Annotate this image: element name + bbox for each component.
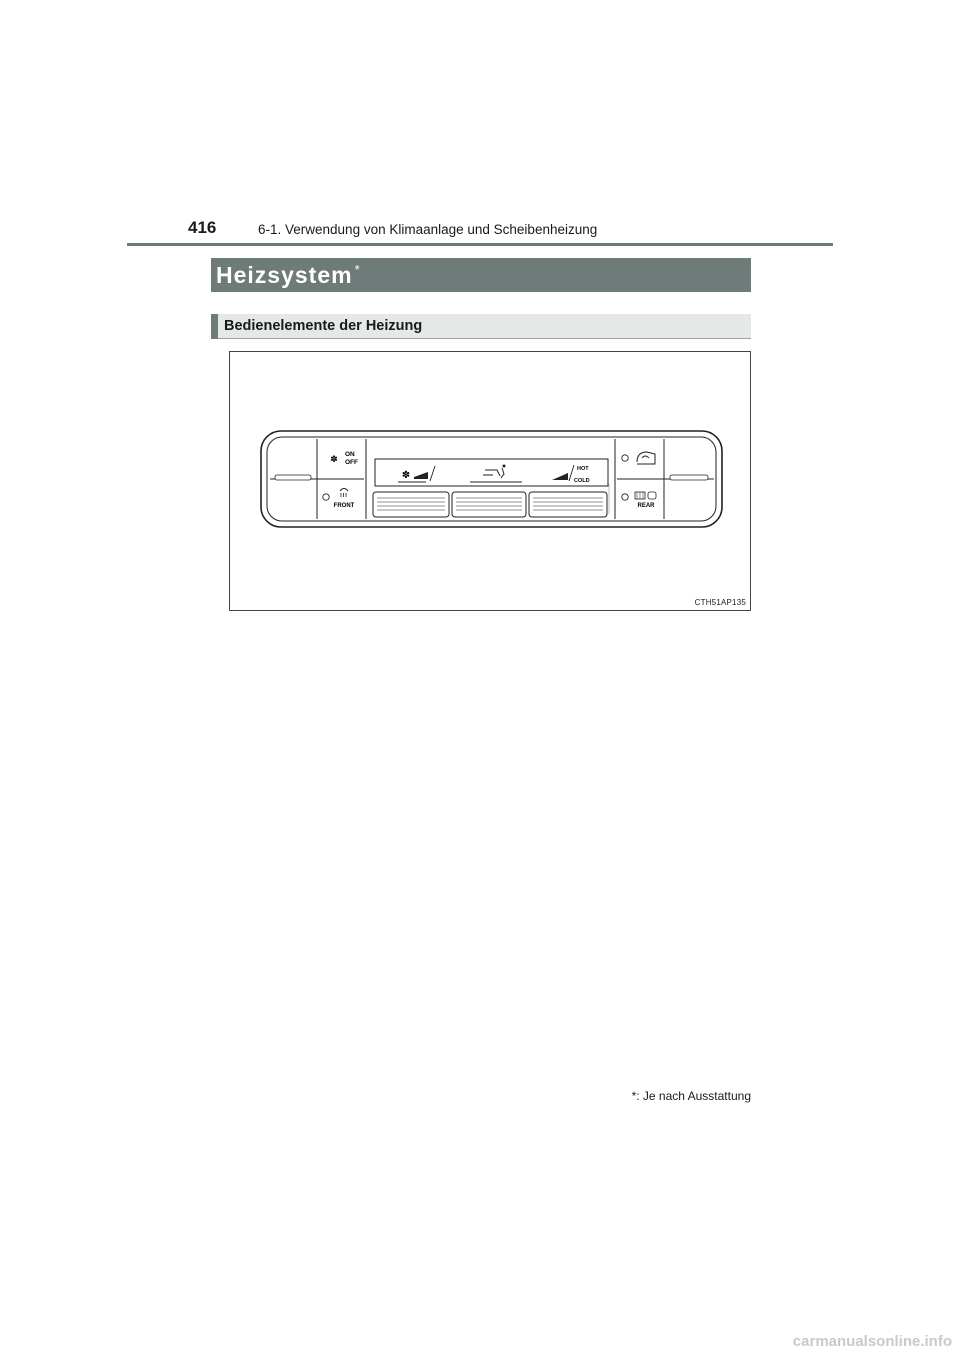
fan-speed-icon: ✽ bbox=[401, 470, 411, 481]
heater-panel-illustration bbox=[230, 352, 750, 610]
rear-indicator-light bbox=[622, 494, 628, 500]
subsection-accent bbox=[211, 314, 218, 339]
fan-onoff-button bbox=[330, 451, 358, 466]
right-rocker-indicator bbox=[670, 475, 708, 480]
label-front: FRONT bbox=[333, 503, 355, 509]
label-rear: REAR bbox=[637, 503, 655, 509]
mirror-heater-icon bbox=[648, 492, 656, 499]
label-on: ON bbox=[345, 451, 355, 458]
header-rule bbox=[127, 243, 833, 246]
chapter-title: 6-1. Verwendung von Klimaanlage und Scheibenheizung bbox=[258, 222, 598, 237]
section-title-text: Heizsystem bbox=[216, 262, 353, 288]
left-rocker-indicator bbox=[275, 475, 311, 480]
watermark: carmanualsonline.info bbox=[792, 1333, 952, 1350]
page-number: 416 bbox=[188, 218, 217, 237]
section-title bbox=[216, 262, 361, 289]
heater-control-figure bbox=[229, 351, 751, 611]
subsection-title: Bedienelemente der Heizung bbox=[224, 318, 423, 334]
footnote-text: : Je nach Ausstattung bbox=[636, 1089, 751, 1103]
fan-speed-slider bbox=[373, 492, 449, 517]
figure-code: CTH51AP135 bbox=[694, 598, 746, 607]
label-off: OFF bbox=[345, 459, 358, 466]
label-cold: COLD bbox=[574, 478, 590, 484]
fan-icon: ✽ bbox=[330, 454, 338, 464]
airflow-mode-slider bbox=[452, 492, 526, 517]
footnote bbox=[632, 1089, 751, 1103]
recirc-indicator-light bbox=[622, 455, 628, 461]
front-indicator-light bbox=[323, 494, 329, 500]
footnote-mark: * bbox=[631, 1089, 637, 1103]
temperature-slider bbox=[529, 492, 607, 517]
section-title-mark: * bbox=[354, 262, 361, 278]
label-hot: HOT bbox=[577, 466, 589, 472]
